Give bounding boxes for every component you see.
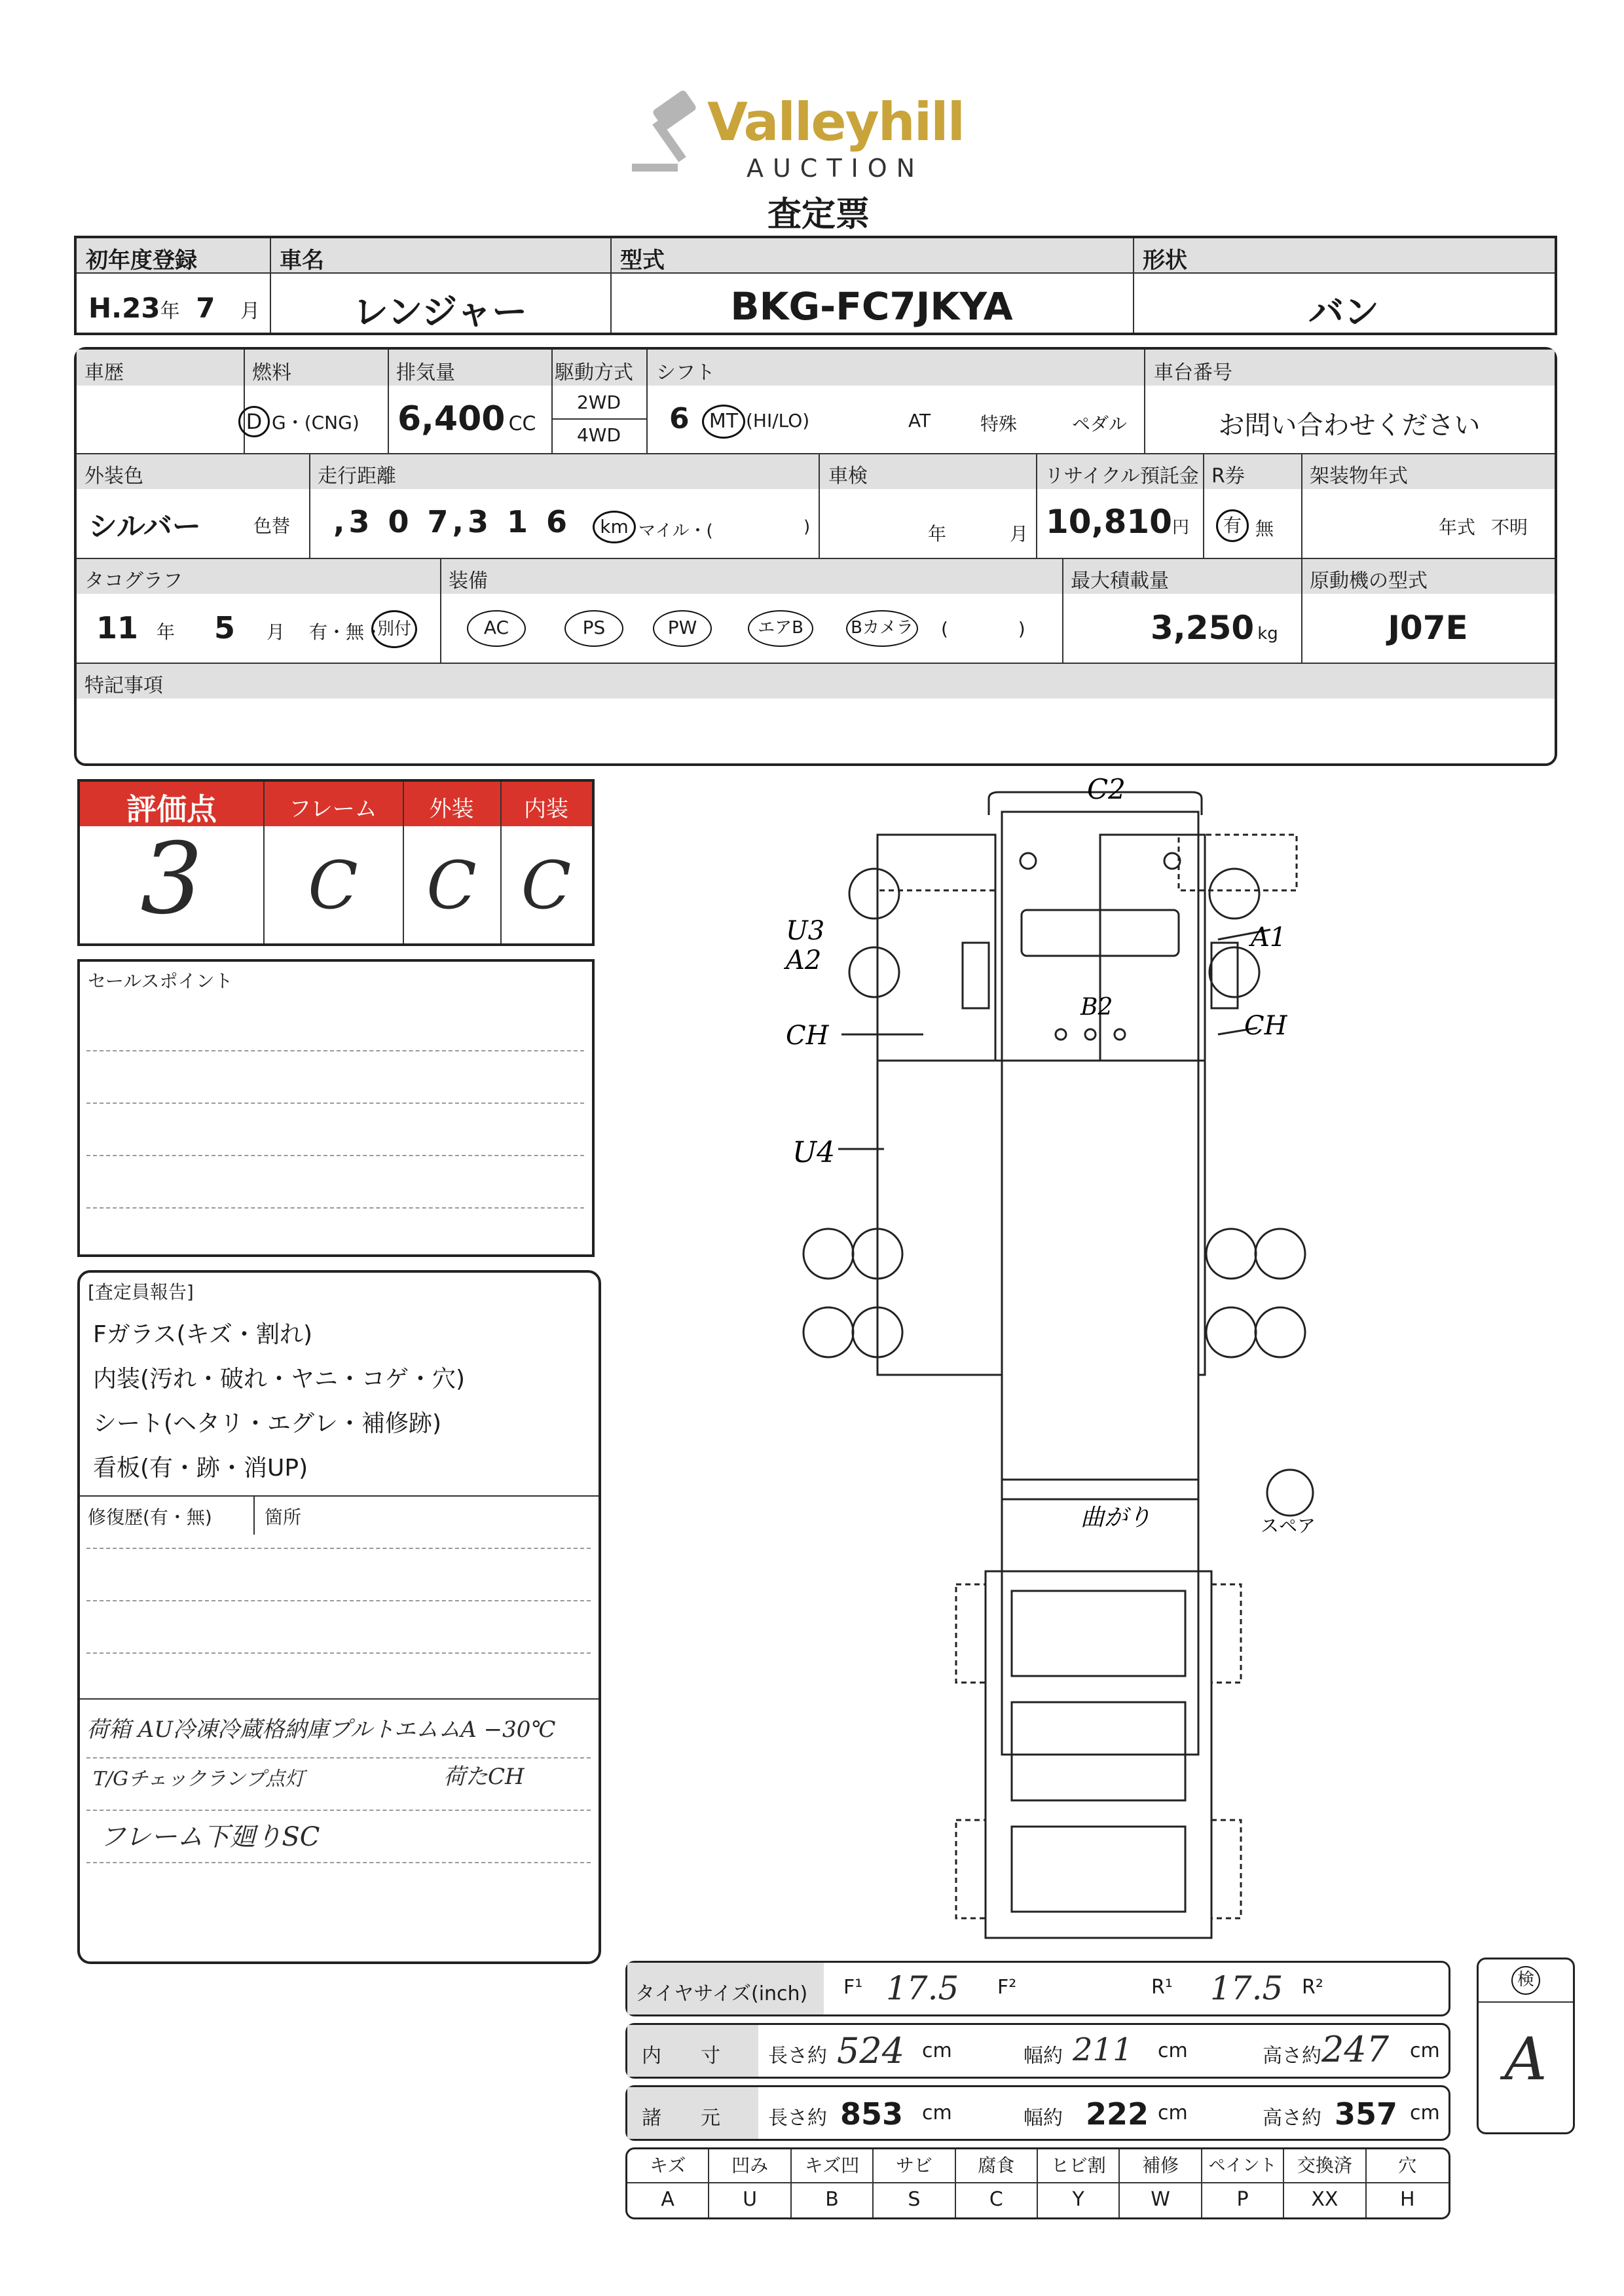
score-label: 評価点 xyxy=(126,792,217,827)
displacement-unit: CC xyxy=(508,412,536,435)
drive-2wd: 2WD xyxy=(576,392,621,413)
legend-code: C xyxy=(989,2188,1003,2211)
legend-cell xyxy=(1367,2149,1449,2217)
inner-len-unit: cm xyxy=(922,2039,952,2062)
inner-label: 内 寸 xyxy=(642,2045,720,2068)
r-ticket-label: R券 xyxy=(1211,465,1245,488)
car-model: BKG-FC7JKYA xyxy=(730,284,1013,329)
shift-hilo: (HI/LO) xyxy=(746,410,810,431)
color-value: シルバー xyxy=(88,510,201,543)
tire-label: タイヤサイズ(inch) xyxy=(635,1982,808,2005)
diagram-u3: U3 xyxy=(786,916,825,946)
name-label: 車名 xyxy=(280,247,324,274)
body-year-value: 不明 xyxy=(1491,517,1528,538)
fuel-label: 燃料 xyxy=(252,361,291,384)
report-line-1: Fガラス(キズ・割れ) xyxy=(93,1321,312,1348)
report-label: [査定員報告] xyxy=(88,1281,194,1303)
diagram-under: 曲がり xyxy=(1080,1504,1152,1531)
basic-info-box xyxy=(74,236,1557,335)
legend-code: Y xyxy=(1072,2188,1084,2211)
report-note-1: 荷箱 AU冷凍冷蔵格納庫プルトエムムA −30℃ xyxy=(86,1717,556,1743)
legend-code: H xyxy=(1400,2188,1415,2211)
tacho-label: タコグラフ xyxy=(84,570,183,592)
reg-label: 初年度登録 xyxy=(86,247,197,274)
recycle-value: 10,810 xyxy=(1046,503,1172,541)
legend-code: P xyxy=(1236,2188,1249,2211)
page-title: 査定票 xyxy=(767,195,870,234)
inner-dim-row xyxy=(625,2023,1450,2079)
report-note-3: フレーム下廻りSC xyxy=(100,1822,320,1852)
maxload-unit: kg xyxy=(1257,624,1278,644)
inner-wid-unit: cm xyxy=(1158,2039,1188,2062)
mileage-close: ) xyxy=(803,517,811,537)
logo xyxy=(629,92,995,190)
spec-dim-row xyxy=(625,2085,1450,2141)
body-year-label: 架装物年式 xyxy=(1310,465,1408,488)
tacho-month: 5 xyxy=(214,610,236,646)
inner-len-label: 長さ約 xyxy=(768,2045,827,2068)
diagram-a2: A2 xyxy=(786,945,822,975)
mileage-label: 走行距離 xyxy=(318,465,396,488)
color-label: 外装色 xyxy=(84,465,143,488)
report-line-3: シート(ヘタリ・エグレ・補修跡) xyxy=(93,1410,442,1437)
equip-other: ( ) xyxy=(941,618,1025,640)
legend-code: S xyxy=(908,2188,921,2211)
tacho-yesno: 有・無・ xyxy=(309,621,383,643)
equip-ac: AC xyxy=(467,610,526,647)
body-year-text: 年式 xyxy=(1439,517,1476,538)
legend-name: ペイント xyxy=(1202,2149,1283,2183)
legend-cell xyxy=(792,2149,874,2217)
spec-wid-label: 幅約 xyxy=(1024,2107,1063,2130)
gavel-icon xyxy=(629,92,714,177)
legend-name: キズ xyxy=(627,2149,708,2183)
recycle-unit: 円 xyxy=(1172,518,1189,538)
r-yes-circle: 有 xyxy=(1216,509,1249,542)
tire-r2: R² xyxy=(1302,1976,1323,1999)
tacho-separate-circle: 別付 xyxy=(371,610,417,648)
spec-wid-value: 222 xyxy=(1086,2096,1149,2132)
legend-cell xyxy=(1038,2149,1120,2217)
legend-cell xyxy=(1202,2149,1284,2217)
equip-pw: PW xyxy=(653,610,712,647)
legend-name: 交換済 xyxy=(1284,2149,1365,2183)
model-label: 型式 xyxy=(620,247,665,274)
inner-hgt-unit: cm xyxy=(1410,2039,1440,2062)
tire-f2: F² xyxy=(997,1976,1017,1999)
color-change: 色替 xyxy=(253,515,291,537)
shift-pedal: ペダル xyxy=(1072,413,1128,435)
check-label: 検 xyxy=(1511,1966,1540,1995)
car-shape: バン xyxy=(1308,291,1379,333)
displacement-value: 6,400 xyxy=(397,399,506,439)
inner-hgt-value: 247 xyxy=(1321,2029,1390,2070)
score-value: 3 xyxy=(140,822,203,936)
diagram-c2: C2 xyxy=(1087,773,1126,805)
spec-wid-unit: cm xyxy=(1158,2102,1188,2124)
tacho-year: 11 xyxy=(96,610,139,646)
spec-dim-label: 諸 元 xyxy=(642,2107,720,2130)
mileage-value: ,3 0 7,3 1 6 xyxy=(333,504,572,539)
chassis-number: お問い合わせください xyxy=(1218,410,1481,441)
legend-cell xyxy=(1120,2149,1202,2217)
diagram-u4: U4 xyxy=(792,1136,836,1169)
fuel-other: G・(CNG) xyxy=(272,412,360,433)
damage-legend xyxy=(625,2147,1450,2219)
tire-f1: F¹ xyxy=(843,1976,863,1999)
tire-r1-value: 17.5 xyxy=(1210,1969,1283,2007)
recycle-label: リサイクル預託金 xyxy=(1044,465,1199,488)
inner-hgt-label: 高さ約 xyxy=(1263,2045,1321,2068)
tire-f1-value: 17.5 xyxy=(886,1969,959,2007)
inspection-label: 車検 xyxy=(828,465,868,488)
tacho-year-unit: 年 xyxy=(157,621,175,643)
drive-label: 駆動方式 xyxy=(555,361,633,384)
equip-label: 装備 xyxy=(449,570,488,592)
equip-camera: Bカメラ xyxy=(846,610,918,647)
legend-cell xyxy=(956,2149,1038,2217)
inspection-year-unit: 年 xyxy=(928,523,947,545)
tire-size-row xyxy=(625,1961,1450,2016)
legend-cell xyxy=(1284,2149,1366,2217)
legend-code: XX xyxy=(1311,2188,1338,2211)
legend-name: 穴 xyxy=(1367,2149,1449,2183)
interior-value: C xyxy=(521,847,572,924)
legend-code: B xyxy=(825,2188,839,2211)
chassis-label: 車台番号 xyxy=(1154,361,1232,384)
legend-name: サビ xyxy=(874,2149,954,2183)
check-value: A xyxy=(1504,2025,1547,2094)
car-name: レンジャー xyxy=(352,291,528,333)
tacho-month-unit: 月 xyxy=(267,621,286,643)
displacement-label: 排気量 xyxy=(396,361,455,384)
shape-label: 形状 xyxy=(1143,247,1187,274)
legend-name: 凹み xyxy=(709,2149,790,2183)
inspector-report-box xyxy=(77,1270,601,1964)
inner-wid-value: 211 xyxy=(1073,2032,1133,2068)
report-note-2b: 荷たCH xyxy=(443,1764,525,1790)
spec-box xyxy=(74,347,1557,766)
tire-r1: R¹ xyxy=(1151,1976,1173,1999)
fuel-diesel-circle: D xyxy=(238,406,270,437)
notes-label: 特記事項 xyxy=(84,674,163,697)
report-note-2: T/Gチェックランプ点灯 xyxy=(93,1768,305,1791)
spec-hgt-unit: cm xyxy=(1410,2102,1440,2124)
r-no: 無 xyxy=(1255,518,1274,539)
shift-at: AT xyxy=(908,410,931,431)
mileage-km-circle: km xyxy=(593,511,636,543)
legend-cell xyxy=(627,2149,709,2217)
legend-code: W xyxy=(1151,2188,1170,2211)
mileage-mile: マイル・( xyxy=(638,521,713,541)
exterior-label: 外装 xyxy=(429,796,474,822)
equip-airbag: エアB xyxy=(748,610,813,647)
report-line-2: 内装(汚れ・破れ・ヤニ・コゲ・穴) xyxy=(93,1366,466,1393)
legend-name: ヒビ割 xyxy=(1038,2149,1118,2183)
spec-hgt-label: 高さ約 xyxy=(1263,2107,1321,2130)
diagram-ch-left: CH xyxy=(786,1021,829,1051)
sales-point-box xyxy=(77,959,595,1257)
engine-label: 原動機の型式 xyxy=(1310,570,1428,592)
reg-era: H.23 xyxy=(88,292,160,324)
legend-cell xyxy=(709,2149,791,2217)
equip-ps: PS xyxy=(564,610,623,647)
shift-mt-circle: MT xyxy=(702,405,745,439)
spec-hgt-value: 357 xyxy=(1335,2096,1398,2132)
legend-name: 腐食 xyxy=(956,2149,1037,2183)
diagram-spare: スペア xyxy=(1261,1515,1316,1537)
brand-sub: AUCTION xyxy=(747,154,925,183)
shift-number: 6 xyxy=(669,402,690,435)
spec-len-value: 853 xyxy=(840,2096,904,2132)
reg-year-unit: 年 xyxy=(160,300,180,323)
score-box xyxy=(77,779,595,946)
inner-len-value: 524 xyxy=(837,2030,905,2071)
inner-wid-label: 幅約 xyxy=(1024,2045,1063,2068)
legend-cell xyxy=(874,2149,955,2217)
sales-point-label: セールスポイント xyxy=(88,970,233,992)
history-label: 車歴 xyxy=(84,361,124,384)
reg-month: 7 xyxy=(196,292,215,324)
legend-code: A xyxy=(661,2188,674,2211)
drive-4wd: 4WD xyxy=(576,424,621,446)
spec-len-unit: cm xyxy=(922,2102,952,2124)
check-box xyxy=(1477,1958,1575,2134)
maxload-value: 3,250 xyxy=(1151,609,1255,647)
maxload-label: 最大積載量 xyxy=(1071,570,1169,592)
legend-name: キズ凹 xyxy=(792,2149,872,2183)
inspection-month-unit: 月 xyxy=(1010,523,1029,545)
brand-name: Valleyhill xyxy=(707,92,964,153)
exterior-value: C xyxy=(426,847,477,924)
report-line-4: 看板(有・跡・消UP) xyxy=(93,1455,308,1482)
location-label: 箇所 xyxy=(265,1506,302,1528)
diagram-ch-right: CH xyxy=(1244,1011,1287,1041)
vehicle-diagram xyxy=(773,773,1316,1984)
engine-value: J07E xyxy=(1388,609,1468,647)
frame-value: C xyxy=(308,847,358,924)
reg-month-unit: 月 xyxy=(240,300,261,323)
shift-label: シフト xyxy=(656,361,715,384)
repair-label: 修復歴(有・無) xyxy=(88,1506,212,1528)
diagram-b2: B2 xyxy=(1080,994,1113,1021)
interior-label: 内装 xyxy=(524,796,568,822)
legend-name: 補修 xyxy=(1120,2149,1200,2183)
frame-label: フレーム xyxy=(289,796,377,822)
legend-code: U xyxy=(743,2188,758,2211)
diagram-a1: A1 xyxy=(1251,922,1287,953)
spec-len-label: 長さ約 xyxy=(768,2107,827,2130)
shift-special: 特殊 xyxy=(980,413,1018,435)
